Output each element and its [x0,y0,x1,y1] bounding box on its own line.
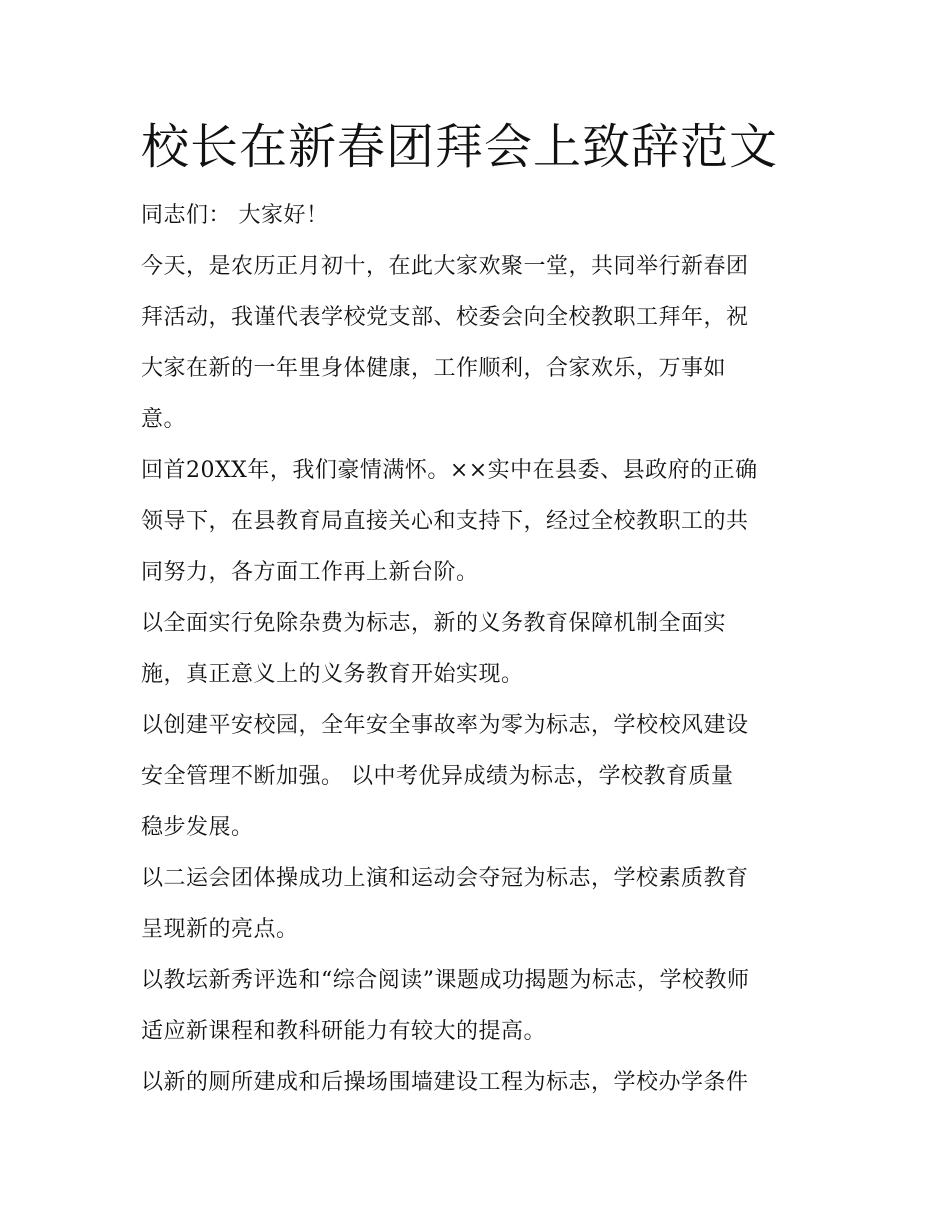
sports-paragraph [141,853,816,955]
review-paragraph [141,445,816,598]
paragraph-line: 以全面实行免除杂费为标志，新的义务教育保障机制全面实 [141,611,727,636]
paragraph-line: 今天，是农历正月初十，在此大家欢聚一堂，共同举行新春团 [141,254,749,279]
facilities-paragraph [141,1057,816,1108]
paragraph-line: 以新的厕所建成和后操场围墙建设工程为标志，学校办学条件 [141,1070,749,1095]
paragraph-line: 施，真正意义上的义务教育开始实现。 [141,662,524,687]
paragraph-line: 拜活动，我谨代表学校党支部、校委会向全校教职工拜年，祝 [141,305,749,330]
paragraph-line: 呈现新的亮点。 [141,917,299,942]
opening-paragraph [141,241,816,445]
document-page [141,116,816,1108]
teacher-development-paragraph [141,955,816,1057]
fee-exemption-paragraph [141,598,816,700]
paragraph-line: 以教坛新秀评选和“综合阅读”课题成功揭题为标志，学校教师 [141,968,750,993]
paragraph-line: 大家在新的一年里身体健康，工作顺利，合家欢乐，万事如 [141,356,727,381]
paragraph-line: 同努力，各方面工作再上新台阶。 [141,560,479,585]
paragraph-line: 同志们： 大家好！ [141,203,329,228]
paragraph-line: 回首20XX年，我们豪情满怀。××实中在县委、县政府的正确 [141,458,758,483]
paragraph-line: 安全管理不断加强。 以中考优异成绩为标志，学校教育质量 [141,764,734,789]
paragraph-line: 以二运会团体操成功上演和运动会夺冠为标志，学校素质教育 [141,866,749,891]
paragraph-line: 意。 [141,407,187,432]
greeting-paragraph [141,190,816,241]
paragraph-line: 领导下，在县教育局直接关心和支持下，经过全校教职工的共 [141,509,749,534]
paragraph-line: 稳步发展。 [141,815,254,840]
safety-paragraph [141,700,816,853]
document-title: 校长在新春团拜会上致辞范文 [141,119,779,175]
paragraph-line: 以创建平安校园，全年安全事故率为零为标志，学校校风建设 [141,713,749,738]
paragraph-line: 适应新课程和教科研能力有较大的提高。 [141,1019,547,1044]
